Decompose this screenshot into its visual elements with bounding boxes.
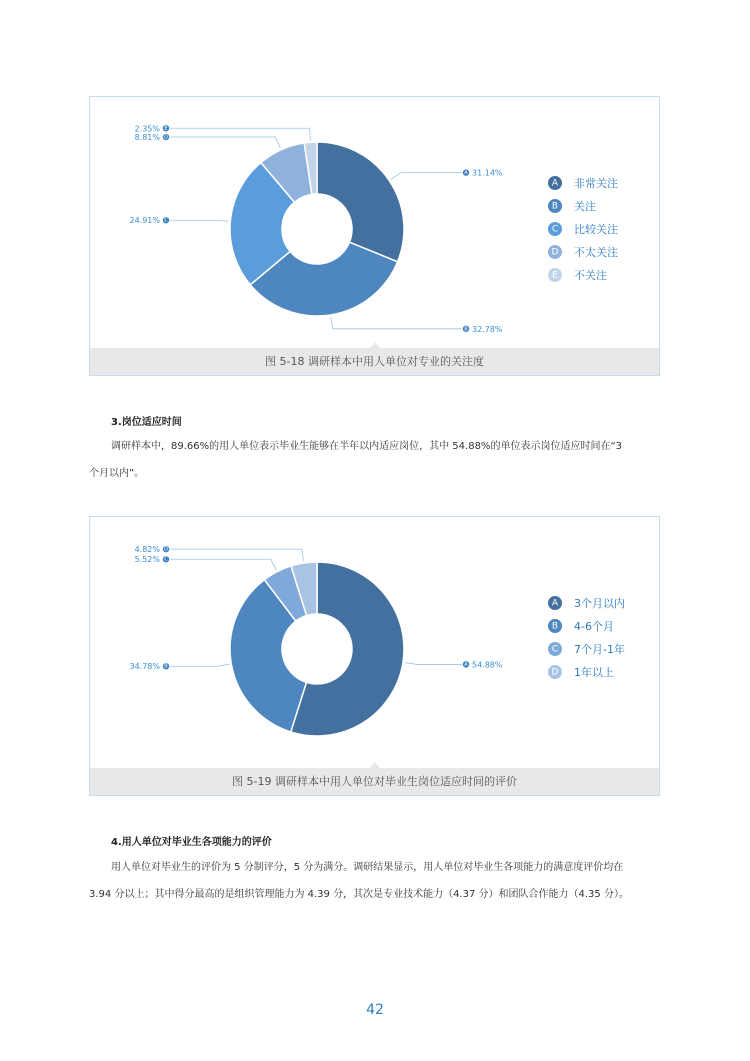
section-3-paragraph <box>89 433 660 487</box>
svg-text:D: D <box>164 546 168 553</box>
callout-b <box>331 317 503 334</box>
figure-5-18 <box>89 96 660 376</box>
callout-percentage: 8.81% <box>134 132 160 142</box>
legend-item-b <box>548 199 596 213</box>
callout-percentage: 4.82% <box>134 545 160 555</box>
callout-percentage: 31.14% <box>472 168 503 178</box>
callout-percentage: 2.35% <box>134 124 160 134</box>
legend-label: 非常关注 <box>574 177 618 190</box>
paragraph-line: 3.94 分以上；其中得分最高的是组织管理能力为 4.39 分，其次是专业技术能力（4.37 分）和团队合作能力（4.35 分）。 <box>89 889 629 900</box>
legend-item-b <box>548 619 614 633</box>
figure-caption: 图 5-19 调研样本中用人单位对毕业生岗位适应时间的评价 <box>90 768 659 795</box>
callout-percentage: 34.78% <box>129 662 160 672</box>
section-4-paragraph <box>89 854 660 908</box>
legend-label: 7个月-1年 <box>574 643 625 656</box>
page-number: 42 <box>366 1002 384 1018</box>
svg-text:B: B <box>164 663 168 670</box>
svg-text:A: A <box>551 598 559 609</box>
callout-a <box>391 169 503 180</box>
section-3-title: 3.岗位适应时间 <box>111 417 182 428</box>
legend-item-d <box>548 665 614 679</box>
callout-b <box>129 662 229 671</box>
svg-text:C: C <box>164 556 168 563</box>
svg-text:B: B <box>464 326 468 333</box>
callout-percentage: 32.78% <box>472 324 503 334</box>
svg-text:D: D <box>551 667 559 678</box>
donut-chart-5-19 <box>90 517 661 770</box>
svg-text:E: E <box>164 125 168 132</box>
legend-label: 不太关注 <box>574 246 618 259</box>
svg-text:C: C <box>551 224 559 235</box>
callout-percentage: 24.91% <box>129 216 160 226</box>
callout-e <box>135 124 311 140</box>
svg-text:A: A <box>551 178 559 189</box>
callout-d <box>135 133 281 148</box>
legend-label: 不关注 <box>574 269 607 282</box>
legend-label: 比较关注 <box>574 223 618 236</box>
donut-chart-5-18 <box>90 97 661 350</box>
callout-a <box>405 660 503 669</box>
legend-item-a <box>548 176 618 190</box>
svg-text:D: D <box>164 134 168 141</box>
legend-label: 关注 <box>574 200 596 213</box>
svg-text:A: A <box>464 170 468 177</box>
legend-label: 3个月以内 <box>574 597 625 610</box>
svg-text:D: D <box>551 247 559 258</box>
legend-item-d <box>548 245 618 259</box>
svg-text:E: E <box>552 270 558 281</box>
svg-text:B: B <box>551 621 559 632</box>
legend-label: 4-6个月 <box>574 620 614 633</box>
paragraph-line: 个月以内”。 <box>89 468 145 479</box>
svg-text:C: C <box>551 644 559 655</box>
figure-caption: 图 5-18 调研样本中用人单位对专业的关注度 <box>90 348 659 375</box>
svg-text:B: B <box>551 201 559 212</box>
callout-c <box>135 555 277 570</box>
section-4-title: 4.用人单位对毕业生各项能力的评价 <box>111 837 272 848</box>
legend-item-e <box>548 268 607 282</box>
legend-item-a <box>548 596 625 610</box>
paragraph-line: 用人单位对毕业生的评价为 5 分制评分，5 分为满分。调研结果显示，用人单位对毕业生各项能力的满意度评价均在 <box>111 862 624 873</box>
legend-label: 1年以上 <box>574 666 614 679</box>
callout-percentage: 54.88% <box>472 660 503 670</box>
callout-c <box>129 216 228 225</box>
legend-item-c <box>548 222 618 236</box>
paragraph-line: 调研样本中，89.66%的用人单位表示毕业生能够在半年以内适应岗位，其中 54.88%的单位表示岗位适应时间在“3 <box>111 441 622 452</box>
legend-item-c <box>548 642 625 656</box>
donut-slice-a <box>317 142 404 262</box>
svg-text:A: A <box>464 661 468 668</box>
figure-5-19 <box>89 516 660 796</box>
callout-percentage: 5.52% <box>134 555 160 565</box>
svg-text:C: C <box>164 217 168 224</box>
